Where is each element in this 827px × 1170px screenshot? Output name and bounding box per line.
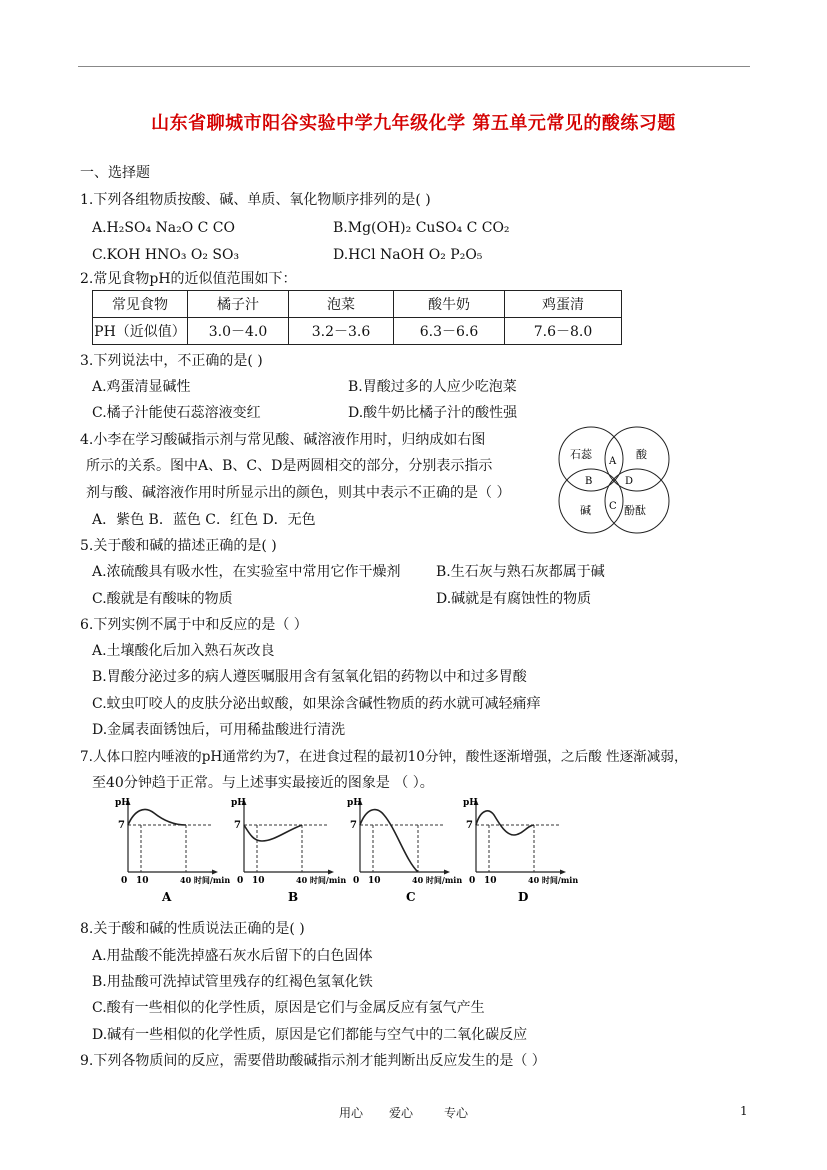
question-3-option-c: C.橘子汁能使石蕊溶液变红 bbox=[92, 405, 261, 421]
tick-label: 10 bbox=[252, 876, 265, 886]
question-4-line-2: 所示的关系。图中A、B、C、D是两圆相交的部分，分别表示指示 bbox=[86, 458, 493, 474]
venn-region-c: C bbox=[609, 501, 617, 512]
tick-label: 10 bbox=[136, 876, 149, 886]
indicator-venn-diagram bbox=[552, 426, 682, 536]
question-1-option-a: A.H₂SO₄ Na₂O C CO bbox=[92, 220, 236, 236]
question-5-option-b: B.生石灰与熟石灰都属于碱 bbox=[436, 564, 605, 580]
table-cell: 3.0－4.0 bbox=[188, 318, 289, 345]
ph-graph-d bbox=[456, 795, 579, 905]
question-5-option-a: A.浓硫酸具有吸水性，在实验室中常用它作干燥剂 bbox=[92, 564, 401, 580]
venn-label-base: 碱 bbox=[580, 504, 591, 517]
question-4-line-3: 剂与酸、碱溶液作用时所显示出的颜色，则其中表示不正确的是（ ） bbox=[86, 485, 511, 501]
question-6-option-b: B.胃酸分泌过多的病人遵医嘱服用含有氢氧化铝的药物以中和过多胃酸 bbox=[92, 669, 527, 685]
graph-option-label: C bbox=[406, 890, 416, 904]
question-9-stem: 9.下列各物质间的反应，需要借助酸碱指示剂才能判断出反应发生的是（ ） bbox=[80, 1053, 546, 1069]
section-heading: 一、选择题 bbox=[80, 165, 150, 181]
question-4-options: A．紫色 B．蓝色 C．红色 D．无色 bbox=[92, 512, 316, 528]
header-rule bbox=[78, 66, 750, 67]
x-axis-label: 40 时间/min bbox=[180, 875, 231, 885]
question-6-option-d: D.金属表面锈蚀后，可用稀盐酸进行清洗 bbox=[92, 722, 346, 738]
table-cell: PH（近似值） bbox=[93, 318, 188, 345]
y-axis-label: pH bbox=[347, 798, 362, 808]
tick-label: 0 bbox=[353, 876, 360, 886]
venn-label-acid: 酸 bbox=[636, 448, 647, 461]
question-7-line-1: 7.人体口腔内唾液的pH通常约为7，在进食过程的最初10分钟，酸性逐渐增强，之后酸 性逐渐减弱， bbox=[80, 749, 688, 765]
table-header-cell: 泡菜 bbox=[289, 291, 394, 318]
question-6-stem: 6.下列实例不属于中和反应的是（ ） bbox=[80, 617, 308, 633]
tick-label: 7 bbox=[350, 820, 357, 831]
venn-region-a: A bbox=[609, 456, 617, 467]
question-5-option-d: D.碱就是有腐蚀性的物质 bbox=[436, 591, 592, 607]
question-8-stem: 8.关于酸和碱的性质说法正确的是( ) bbox=[80, 921, 305, 937]
tick-label: 0 bbox=[469, 876, 476, 886]
question-6-option-a: A.土壤酸化后加入熟石灰改良 bbox=[92, 643, 275, 659]
table-header-cell: 橘子汁 bbox=[188, 291, 289, 318]
footer-text: 爱心 bbox=[389, 1106, 414, 1120]
y-axis-label: pH bbox=[231, 798, 246, 808]
table-header-cell: 鸡蛋清 bbox=[505, 291, 622, 318]
question-8-option-a: A.用盐酸不能洗掉盛石灰水后留下的白色固体 bbox=[92, 948, 373, 964]
venn-region-d: D bbox=[625, 476, 634, 487]
table-cell: 3.2－3.6 bbox=[289, 318, 394, 345]
graph-option-label: D bbox=[518, 890, 529, 904]
question-6-option-c: C.蚊虫叮咬人的皮肤分泌出蚁酸，如果涂含碱性物质的药水就可减轻痛痒 bbox=[92, 696, 541, 712]
table-header-cell: 酸牛奶 bbox=[394, 291, 505, 318]
question-1-option-c: C.KOH HNO₃ O₂ SO₃ bbox=[92, 247, 240, 263]
tick-label: 7 bbox=[466, 820, 473, 831]
question-5-stem: 5.关于酸和碱的描述正确的是( ) bbox=[80, 538, 277, 554]
tick-label: 10 bbox=[368, 876, 381, 886]
x-axis-label: 40 时间/min bbox=[296, 875, 347, 885]
tick-label: 7 bbox=[118, 820, 125, 831]
tick-label: 0 bbox=[121, 876, 128, 886]
question-8-option-b: B.用盐酸可洗掉试管里残存的红褐色氢氧化铁 bbox=[92, 974, 373, 990]
question-5-option-c: C.酸就是有酸味的物质 bbox=[92, 591, 233, 607]
question-2-stem: 2.常见食物pH的近似值范围如下： bbox=[80, 271, 297, 287]
question-7-line-2: 至40分钟趋于正常。与上述事实最接近的图象是 （ ）。 bbox=[92, 775, 434, 791]
question-3-option-b: B.胃酸过多的人应少吃泡菜 bbox=[348, 379, 517, 395]
question-1-option-b: B.Mg(OH)₂ CuSO₄ C CO₂ bbox=[333, 220, 510, 236]
venn-label-litmus: 石蕊 bbox=[570, 448, 592, 461]
question-3-option-a: A.鸡蛋清显碱性 bbox=[92, 379, 191, 395]
table-row bbox=[93, 318, 622, 345]
graph-option-label: A bbox=[162, 890, 172, 904]
tick-label: 0 bbox=[237, 876, 244, 886]
page-number: 1 bbox=[740, 1104, 748, 1118]
tick-label: 10 bbox=[484, 876, 497, 886]
venn-label-phenolphthalein: 酚酞 bbox=[624, 504, 646, 517]
question-3-stem: 3.下列说法中，不正确的是( ) bbox=[80, 353, 263, 369]
graph-option-label: B bbox=[288, 890, 299, 904]
food-ph-table bbox=[92, 290, 622, 345]
tick-label: 7 bbox=[234, 820, 241, 831]
x-axis-label: 40 时间/min bbox=[528, 875, 579, 885]
question-8-option-c: C.酸有一些相似的化学性质，原因是它们与金属反应有氢气产生 bbox=[92, 1000, 485, 1016]
footer-text: 用心 bbox=[339, 1106, 364, 1120]
y-axis-label: pH bbox=[463, 798, 478, 808]
x-axis-label: 40 时间/min bbox=[412, 875, 463, 885]
ph-graph-a bbox=[108, 795, 231, 905]
table-header-row bbox=[93, 291, 622, 318]
question-4-line-1: 4.小李在学习酸碱指示剂与常见酸、碱溶液作用时，归纳成如右图 bbox=[80, 432, 486, 448]
footer-text: 专心 bbox=[444, 1106, 469, 1120]
document-title: 山东省聊城市阳谷实验中学九年级化学 第五单元常见的酸练习题 bbox=[151, 113, 676, 134]
ph-graph-c bbox=[340, 795, 463, 905]
question-1-stem: 1.下列各组物质按酸、碱、单质、氧化物顺序排列的是( ) bbox=[80, 192, 431, 208]
question-1-option-d: D.HCl NaOH O₂ P₂O₅ bbox=[333, 247, 483, 263]
table-cell: 7.6－8.0 bbox=[505, 318, 622, 345]
table-cell: 6.3－6.6 bbox=[394, 318, 505, 345]
ph-graph-b bbox=[224, 795, 347, 905]
venn-region-b: B bbox=[585, 476, 593, 487]
y-axis-label: pH bbox=[115, 798, 130, 808]
table-header-cell: 常见食物 bbox=[93, 291, 188, 318]
question-8-option-d: D.碱有一些相似的化学性质，原因是它们都能与空气中的二氧化碳反应 bbox=[92, 1027, 528, 1043]
question-3-option-d: D.酸牛奶比橘子汁的酸性强 bbox=[348, 405, 518, 421]
